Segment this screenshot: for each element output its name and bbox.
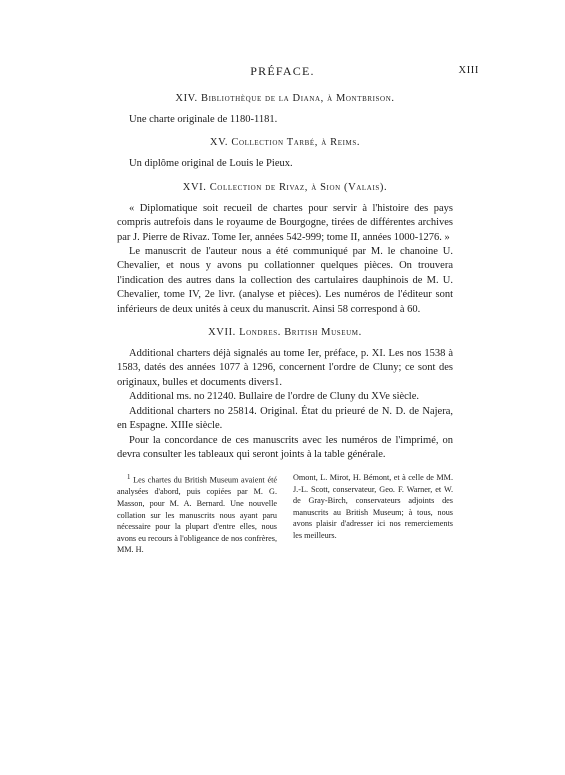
page-number: XIII: [458, 65, 479, 76]
section-heading-british-museum: XVII. Londres. British Museum.: [208, 327, 362, 339]
footnote-column-right: [293, 472, 453, 556]
paragraph: Additional charters no 25814. Original. État du prieuré de N. D. de Najera, en Espagne. XIIIe siècle.: [117, 405, 453, 432]
footnotes: [117, 472, 453, 556]
paragraph: Additional ms. no 21240. Bullaire de l'ordre de Cluny du XVe siècle.: [129, 391, 420, 403]
section-heading-diana: XIV. Bibliothèque de la Diana, à Montbrison.: [175, 93, 395, 104]
footnote-column-left: [117, 472, 277, 556]
section-heading-rivaz: XVI. Collection de Rivaz, à Sion (Valais).: [182, 181, 388, 193]
running-head: [0, 64, 565, 78]
page-title: PRÉFACE.: [250, 64, 315, 78]
paragraph: Un diplôme original de Louis le Pieux.: [129, 158, 293, 170]
footnote-marker: 1: [127, 474, 131, 481]
section-heading-tarbe: XV. Collection Tarbé, à Reims.: [209, 137, 361, 149]
paragraph: Une charte originale de 1180-1181.: [129, 114, 278, 125]
paragraph: Le manuscrit de l'auteur nous a été communiqué par M. le chanoine U. Chevalier, et nous y avons pu collationner quelques pièces. On trouvera l'indication des autres dans la collection des cartulaires dauphinois de M. U. Chevalier, tome IV, 2e livr. (analyse et pièces). Les numéros de l'éditeur sont inférieurs de deux unités à ceux du manuscrit. Ainsi 58 correspond à 60.: [117, 246, 453, 315]
paragraph: Additional charters déjà signalés au tome Ier, préface, p. XI. Les nos 1538 à 1583, datés des années 1077 à 1296, concernent l'ordre de Cluny; ce sont des originaux, bulles et documents divers1.: [117, 348, 453, 388]
footnote-text: Omont, L. Mirot, H. Bémont, et à celle de MM. J.-L. Scott, conservateur, Geo. F. Warner, et W. de Gray-Birch, conservateurs adjoints des manuscrits au British Museum; à tous, nous avons plaisir d'adresser ici nos remerciements les meilleurs.: [293, 473, 453, 540]
body-text: [117, 92, 453, 462]
paragraph: « Diplomatique soit recueil de chartes pour servir à l'histoire des pays compris autrefois dans le royaume de Bourgogne, tirées de différentes archives par J. Pierre de Rivaz. Tome Ier, années 542-999; tome II, années 1000-1276. »: [117, 202, 453, 243]
footnote-text: Les chartes du British Museum avaient été analysées d'abord, puis copiées par M. G. Masson, pour M. A. Bernard. Une nouvelle collation sur les manuscrits nous ayant paru nécessaire pour la plupart d'entre elles, nous avons eu recours à l'obligeance de nos confrères, MM. H.: [117, 475, 277, 555]
paragraph: Pour la concordance de ces manuscrits avec les numéros de l'imprimé, on devra consulter les tableaux qui seront joints à la table générale.: [117, 434, 453, 460]
